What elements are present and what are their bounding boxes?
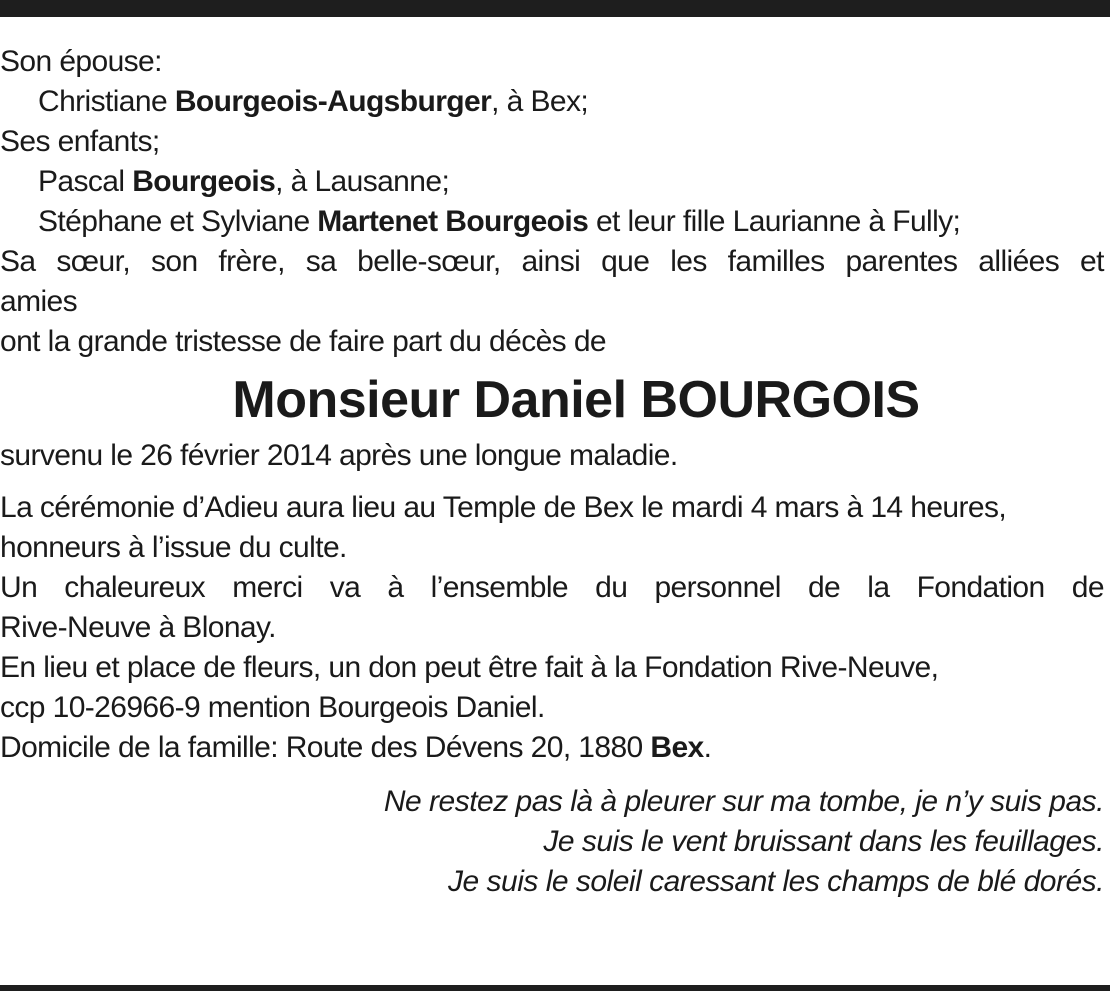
children-heading: Ses enfants; <box>0 125 160 158</box>
thanks-word: du <box>595 571 628 604</box>
poem <box>0 782 1104 902</box>
relatives-word: que <box>601 245 650 278</box>
relatives-word: son <box>150 245 198 278</box>
obituary-notice <box>0 42 1104 902</box>
bottom-border-rule <box>0 985 1110 991</box>
child2-surname: Martenet Bourgeois <box>317 205 589 238</box>
thanks-word: Fondation <box>916 571 1045 604</box>
relatives-word: parentes <box>845 245 958 278</box>
relatives-word: ainsi <box>521 245 581 278</box>
child1-line <box>0 162 1104 202</box>
child1-surname: Bourgeois <box>132 165 276 198</box>
thanks-word: de <box>807 571 841 604</box>
thanks-word: va <box>329 571 361 604</box>
domicile-end: . <box>703 731 712 764</box>
death-notice: survenu le 26 février 2014 après une longue maladie. <box>0 439 678 472</box>
thanks-word: chaleureux <box>64 571 206 604</box>
donation-line-1: En lieu et place de fleurs, un don peut être fait à la Fondation Rive-Neuve, <box>0 651 939 684</box>
relatives-word: Sa <box>0 245 36 278</box>
domicile-town: Bex <box>650 731 704 764</box>
relatives-line-1 <box>0 242 1104 282</box>
domicile-text: Domicile de la famille: Route des Dévens 20, 1880 <box>0 731 643 764</box>
top-border-rule <box>0 0 1110 17</box>
spouse-place: , à Bex; <box>491 85 589 118</box>
donation-line-2: ccp 10-26966-9 mention Bourgeois Daniel. <box>0 691 545 724</box>
poem-line-2: Je suis le vent bruissant dans les feuillages. <box>543 825 1104 858</box>
thanks-word: Un <box>0 571 38 604</box>
poem-line-3: Je suis le soleil caressant les champs de blé dorés. <box>447 865 1104 898</box>
poem-line-1: Ne restez pas là à pleurer sur ma tombe, je n’y suis pas. <box>383 785 1104 818</box>
thanks-word: de <box>1071 571 1104 604</box>
relatives-word: frère, <box>218 245 285 278</box>
child2-first-names: Stéphane et Sylviane <box>38 205 310 238</box>
thanks-word: merci <box>232 571 303 604</box>
domicile-line <box>0 728 1104 768</box>
spouse-heading: Son épouse: <box>0 45 162 78</box>
relatives-word: sœur, <box>56 245 131 278</box>
child1-first-name: Pascal <box>38 165 125 198</box>
relatives-word: alliées <box>978 245 1060 278</box>
child1-place: , à Lausanne; <box>275 165 450 198</box>
announcement-line: ont la grande tristesse de faire part du décès de <box>0 325 606 358</box>
thanks-word: personnel <box>654 571 781 604</box>
thanks-line-1 <box>0 568 1104 608</box>
thanks-word: l’ensemble <box>430 571 568 604</box>
relatives-line-2: amies <box>0 285 78 318</box>
relatives-word: et <box>1080 245 1104 278</box>
child2-rest: et leur fille Laurianne à Fully; <box>595 205 961 238</box>
deceased-name-title: Monsieur Daniel BOURGOIS <box>232 371 920 429</box>
ceremony-line-1: La cérémonie d’Adieu aura lieu au Temple de Bex le mardi 4 mars à 14 heures, <box>0 491 1007 524</box>
relatives-word: sa <box>305 245 337 278</box>
ceremony-line-2: honneurs à l’issue du culte. <box>0 531 347 564</box>
relatives-word: les <box>670 245 707 278</box>
thanks-word: à <box>387 571 404 604</box>
child2-line <box>0 202 1104 242</box>
thanks-word: la <box>867 571 890 604</box>
relatives-word: belle-sœur, <box>357 245 501 278</box>
relatives-word: familles <box>727 245 825 278</box>
spouse-line <box>0 82 1104 122</box>
spouse-first-name: Christiane <box>38 85 168 118</box>
spouse-surname: Bourgeois-Augsburger <box>174 85 492 118</box>
thanks-line-2: Rive-Neuve à Blonay. <box>0 611 276 644</box>
